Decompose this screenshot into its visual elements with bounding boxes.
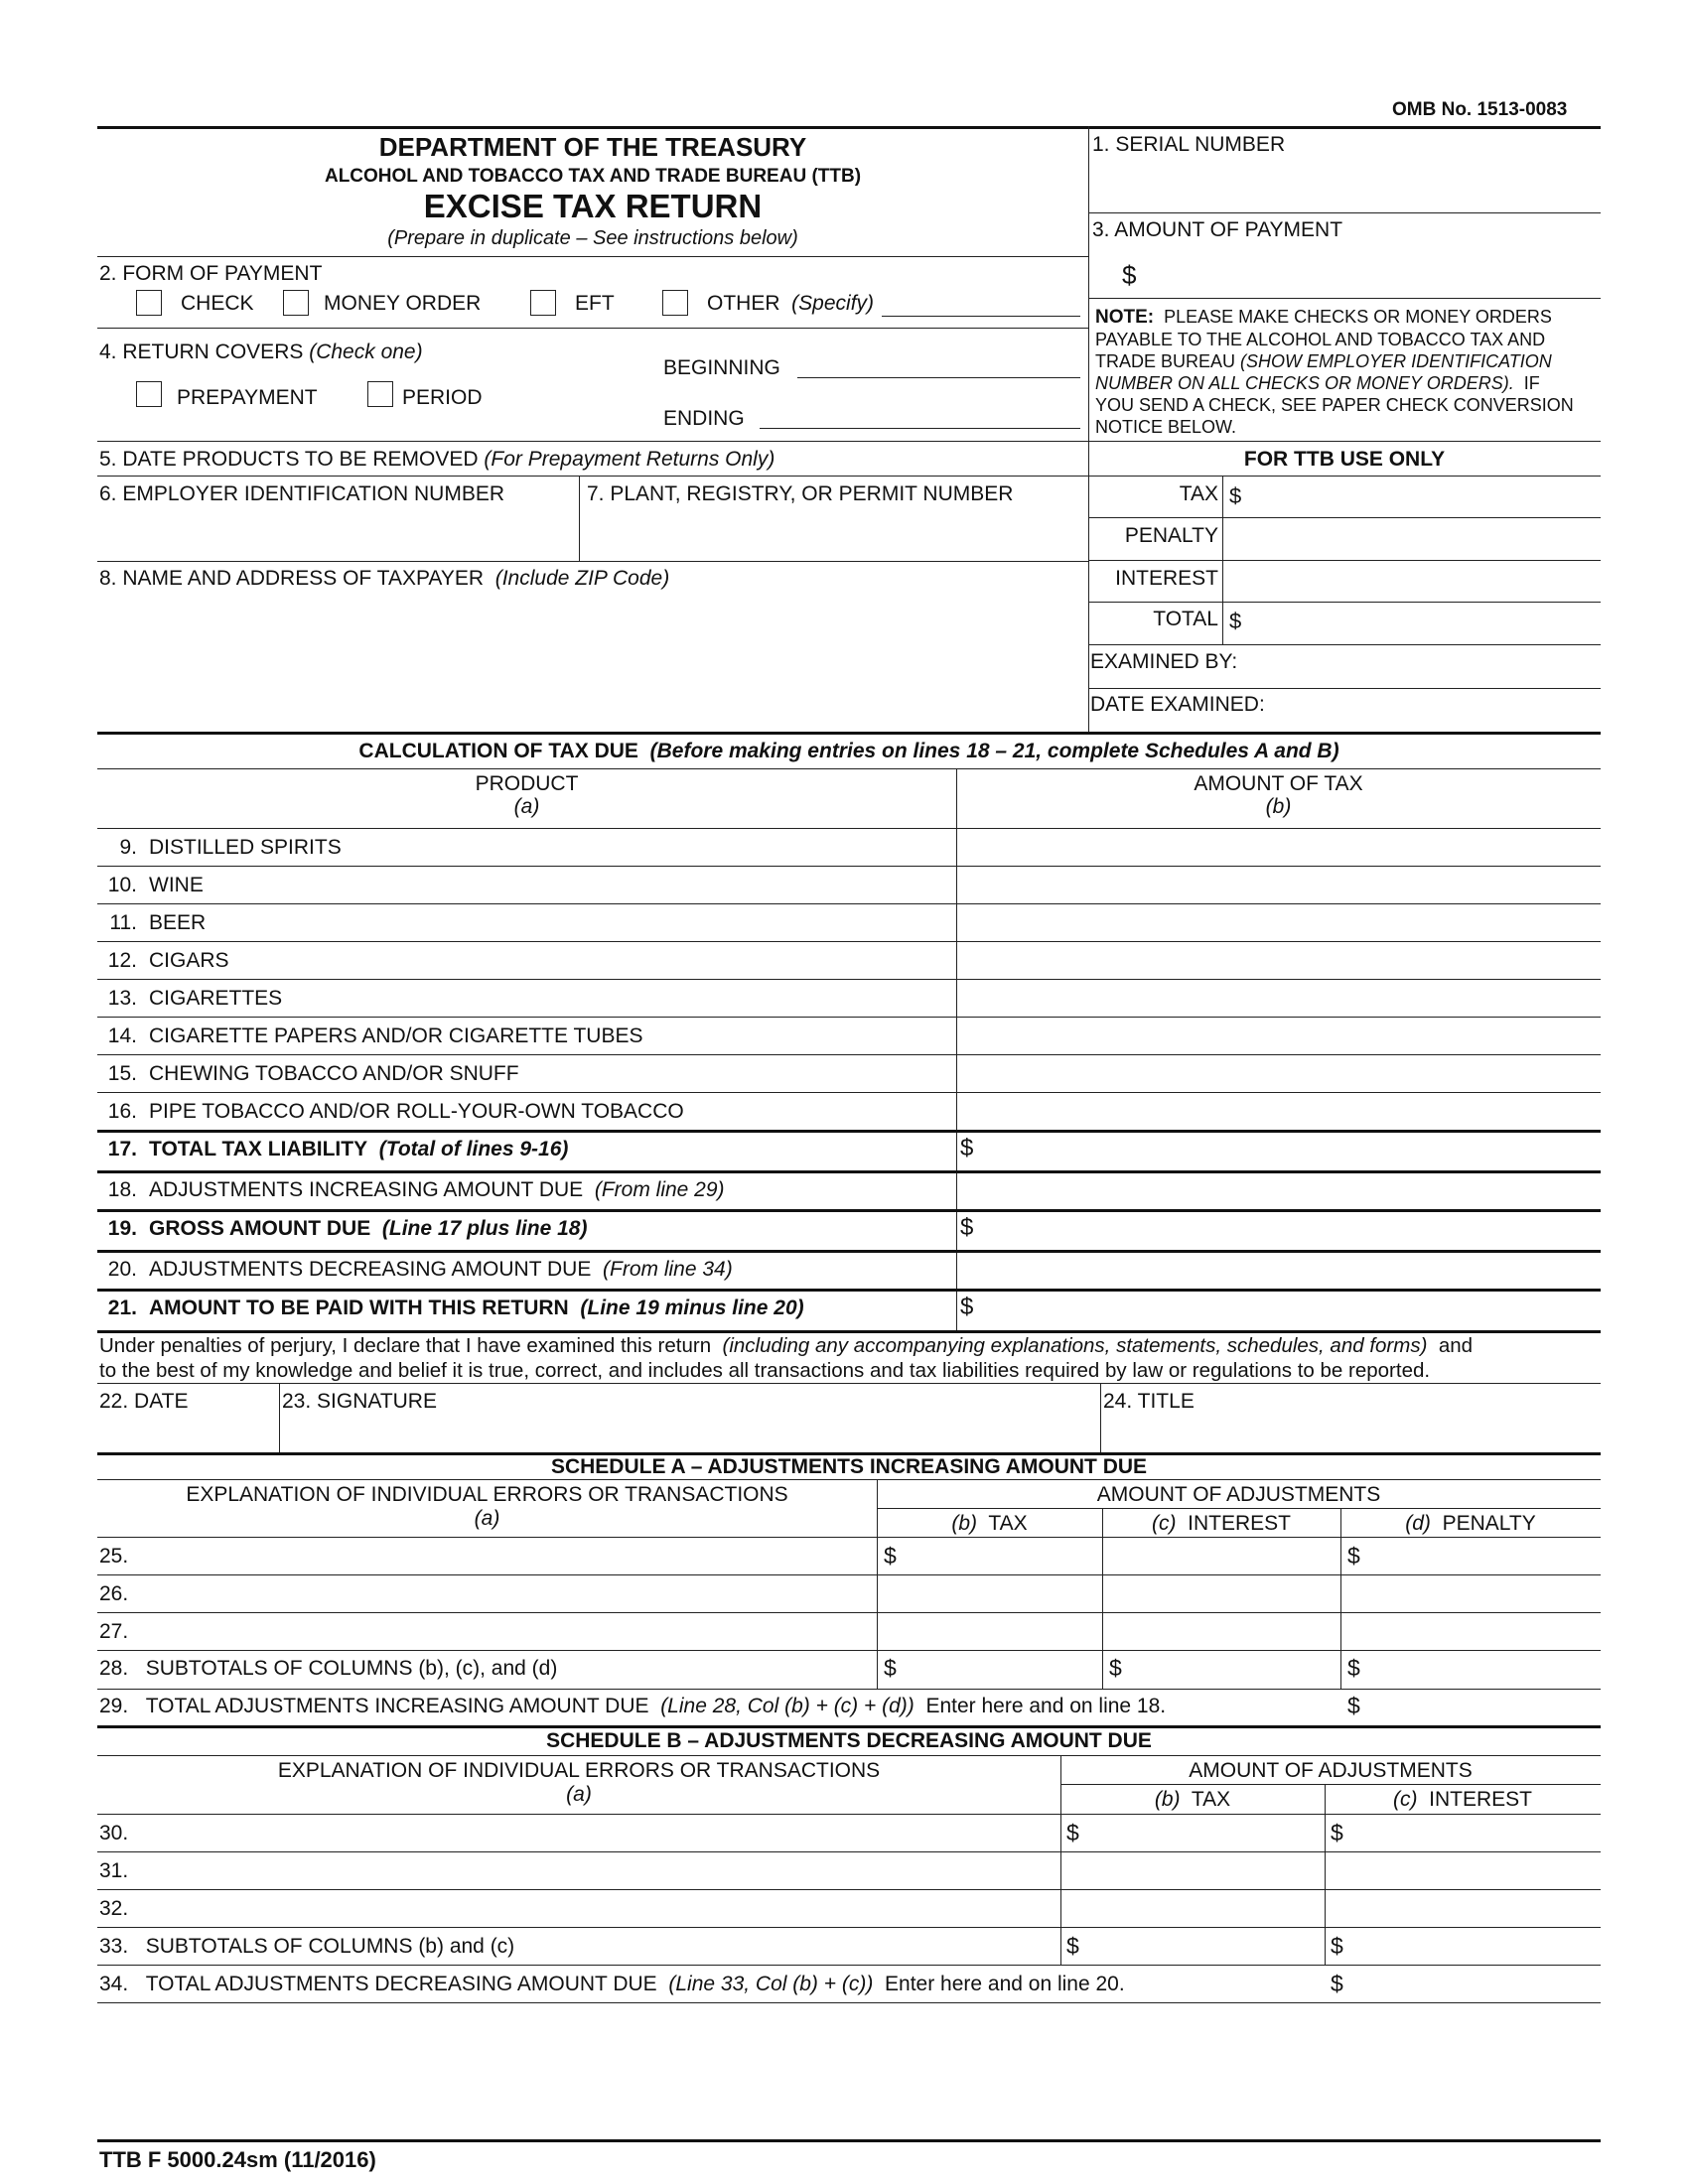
calc-row-num: 17. xyxy=(107,1138,137,1160)
calc-row-label: CIGARETTES xyxy=(149,987,283,1010)
schedule-b-col-expl: EXPLANATION OF INDIVIDUAL ERRORS OR TRANSACTIONS (a) xyxy=(277,1759,881,1806)
return-covers-label: 4. RETURN COVERS (Check one) xyxy=(99,341,423,363)
calc-row-divider xyxy=(97,1092,1601,1093)
calc-row-amount-field[interactable] xyxy=(959,869,1595,900)
schedule-a-r28-penalty-dollar: $ xyxy=(1347,1655,1360,1681)
calc-title: CALCULATION OF TAX DUE (Before making entries on lines 18 – 21, complete Schedules A and B) xyxy=(358,740,1339,762)
ttb-total-label: TOTAL xyxy=(1153,608,1218,630)
check-label: CHECK xyxy=(181,292,254,315)
schedule-b-col-interest: (c) INTEREST xyxy=(1392,1788,1532,1811)
schedule-a-title: SCHEDULE A – ADJUSTMENTS INCREASING AMOUNT DUE xyxy=(550,1455,1148,1478)
money-order-label: MONEY ORDER xyxy=(324,292,482,315)
period-label: PERIOD xyxy=(402,386,483,409)
calc-row-amount-field[interactable] xyxy=(959,1292,1595,1327)
calc-row-divider xyxy=(97,866,1601,867)
calc-row-amount-field[interactable] xyxy=(959,1020,1595,1051)
permit-label: 7. PLANT, REGISTRY, OR PERMIT NUMBER xyxy=(587,482,1014,505)
calc-row-num: 12. xyxy=(107,949,137,972)
calc-row-num: 19. xyxy=(107,1217,137,1240)
schedule-b-title: SCHEDULE B – ADJUSTMENTS DECREASING AMOUNT DUE xyxy=(546,1729,1152,1752)
calc-row-amount-field[interactable] xyxy=(959,1095,1595,1127)
date-removed-label: 5. DATE PRODUCTS TO BE REMOVED (For Prepayment Returns Only) xyxy=(99,448,775,471)
form-title: EXCISE TAX RETURN xyxy=(423,188,763,224)
schedule-a-col-tax: (b) TAX xyxy=(951,1512,1028,1535)
schedule-b-r30-interest-dollar: $ xyxy=(1331,1820,1343,1845)
calc-col-product: PRODUCT (a) xyxy=(475,772,579,818)
schedule-a-row-29: 29. TOTAL ADJUSTMENTS INCREASING AMOUNT DUE (Line 28, Col (b) + (c) + (d)) Enter here and on line 18. xyxy=(99,1695,1167,1717)
payment-note: NOTE: PLEASE MAKE CHECKS OR MONEY ORDERS PAYABLE TO THE ALCOHOL AND TOBACCO TAX AND TRADE BUREAU (SHOW EMPLOYER IDENTIFICATION NUMBER ON ALL CHECKS OR MONEY ORDERS). IF YOU SEND A CHECK, SEE PAPER CHECK CONVERSION NOTICE BELOW. xyxy=(1095,307,1574,437)
calc-row-num: 10. xyxy=(107,874,137,896)
calc-row-label: ADJUSTMENTS INCREASING AMOUNT DUE (From line 29) xyxy=(149,1178,725,1201)
schedule-a-col-expl: EXPLANATION OF INDIVIDUAL ERRORS OR TRANSACTIONS (a) xyxy=(186,1483,788,1530)
calc-row-label: WINE xyxy=(149,874,204,896)
calc-row-dollar: $ xyxy=(960,1294,974,1320)
calc-row-dollar: $ xyxy=(960,1135,974,1161)
ein-label: 6. EMPLOYER IDENTIFICATION NUMBER xyxy=(99,482,504,505)
form-subtitle: (Prepare in duplicate – See instructions below) xyxy=(387,227,798,249)
calc-row-amount-field[interactable] xyxy=(959,1173,1595,1206)
eft-label: EFT xyxy=(575,292,615,315)
perjury-line2: to the best of my knowledge and belief it is true, correct, and includes all transactions and tax liabilities required by law or regulations to be reported. xyxy=(99,1359,1431,1382)
calc-row-label: BEER xyxy=(149,911,207,934)
calc-row-divider xyxy=(97,1054,1601,1055)
omb-number: OMB No. 1513-0083 xyxy=(1392,99,1568,120)
money-order-checkbox[interactable] xyxy=(283,290,309,316)
calc-row-amount-field[interactable] xyxy=(959,831,1595,863)
beginning-field[interactable] xyxy=(797,377,1080,378)
calc-row-amount-field[interactable] xyxy=(959,906,1595,938)
calc-row-divider xyxy=(97,941,1601,942)
schedule-a-col-penalty: (d) PENALTY xyxy=(1405,1512,1536,1535)
schedule-a-r25-tax-dollar: $ xyxy=(884,1543,897,1569)
beginning-label: BEGINNING xyxy=(663,356,780,379)
calc-row-label: GROSS AMOUNT DUE (Line 17 plus line 18) xyxy=(149,1217,588,1240)
payment-amount-dollar: $ xyxy=(1122,260,1137,290)
calc-row-divider xyxy=(97,979,1601,980)
schedule-a-r28-tax-dollar: $ xyxy=(884,1655,897,1681)
calc-col-amount: AMOUNT OF TAX (b) xyxy=(1194,772,1363,818)
other-checkbox[interactable] xyxy=(662,290,688,316)
calc-row-divider xyxy=(97,903,1601,904)
payment-amount-label: 3. AMOUNT OF PAYMENT xyxy=(1092,218,1343,241)
calc-row-num: 18. xyxy=(107,1178,137,1201)
calc-row-amount-field[interactable] xyxy=(959,1212,1595,1247)
serial-number-label: 1. SERIAL NUMBER xyxy=(1092,133,1286,156)
perjury-line1: Under penalties of perjury, I declare that I have examined this return (including any accompanying explanations, statements, schedules, and forms) and xyxy=(99,1334,1474,1357)
ttb-tax-label: TAX xyxy=(1179,482,1218,505)
calc-row-amount-field[interactable] xyxy=(959,1133,1595,1167)
schedule-a-row-25-num: 25. xyxy=(99,1545,129,1568)
schedule-b-row-31-num: 31. xyxy=(99,1859,129,1882)
schedule-a-col-interest: (c) INTEREST xyxy=(1151,1512,1291,1535)
schedule-b-col-tax: (b) TAX xyxy=(1154,1788,1231,1811)
calc-row-amount-field[interactable] xyxy=(959,1253,1595,1286)
form-of-payment-label: 2. FORM OF PAYMENT xyxy=(99,262,323,285)
calc-row-label: CIGARS xyxy=(149,949,229,972)
schedule-b-row-34: 34. TOTAL ADJUSTMENTS DECREASING AMOUNT DUE (Line 33, Col (b) + (c)) Enter here and on line 20. xyxy=(99,1973,1125,1995)
signature-label: 23. SIGNATURE xyxy=(282,1390,437,1413)
ending-label: ENDING xyxy=(663,407,745,430)
schedule-a-r25-penalty-dollar: $ xyxy=(1347,1543,1360,1569)
calc-row-num: 11. xyxy=(109,911,137,934)
calc-row-num: 15. xyxy=(107,1062,137,1085)
calc-row-amount-field[interactable] xyxy=(959,982,1595,1014)
date-examined-label: DATE EXAMINED: xyxy=(1090,693,1265,716)
signature-field[interactable] xyxy=(288,1418,1092,1449)
date-label: 22. DATE xyxy=(99,1390,189,1413)
calc-row-num: 14. xyxy=(107,1024,137,1047)
prepayment-label: PREPAYMENT xyxy=(177,386,318,409)
form-id: TTB F 5000.24sm (11/2016) xyxy=(99,2147,376,2172)
dept-name: DEPARTMENT OF THE TREASURY xyxy=(378,132,807,162)
ttb-use-title: FOR TTB USE ONLY xyxy=(1243,448,1446,471)
calc-row-dollar: $ xyxy=(960,1214,974,1241)
calc-row-label: PIPE TOBACCO AND/OR ROLL-YOUR-OWN TOBACCO xyxy=(149,1100,684,1123)
calc-row-label: CIGARETTE PAPERS AND/OR CIGARETTE TUBES xyxy=(149,1024,643,1047)
schedule-a-row-28: 28. SUBTOTALS OF COLUMNS (b), (c), and (d) xyxy=(99,1657,558,1680)
title-label: 24. TITLE xyxy=(1103,1390,1195,1413)
schedule-b-col-amounts: AMOUNT OF ADJUSTMENTS xyxy=(1189,1759,1473,1782)
prepayment-checkbox[interactable] xyxy=(136,381,162,407)
schedule-b-r33-tax-dollar: $ xyxy=(1066,1933,1079,1959)
ttb-tax-dollar: $ xyxy=(1229,483,1242,508)
schedule-b-r33-interest-dollar: $ xyxy=(1331,1933,1343,1959)
calc-row-label: TOTAL TAX LIABILITY (Total of lines 9-16) xyxy=(149,1138,569,1160)
calc-row-label: CHEWING TOBACCO AND/OR SNUFF xyxy=(149,1062,519,1085)
ein-field[interactable] xyxy=(99,508,576,558)
bureau-name: ALCOHOL AND TOBACCO TAX AND TRADE BUREAU (TTB) xyxy=(324,166,862,187)
examined-by-label: EXAMINED BY: xyxy=(1090,650,1238,673)
schedule-b-row-32-num: 32. xyxy=(99,1897,129,1920)
ttb-interest-label: INTEREST xyxy=(1115,567,1218,590)
calc-row-num: 9. xyxy=(119,836,137,859)
schedule-b-r30-tax-dollar: $ xyxy=(1066,1820,1079,1845)
schedule-a-row-26-num: 26. xyxy=(99,1582,129,1605)
other-label: OTHER (Specify) xyxy=(707,292,875,315)
calc-row-label: ADJUSTMENTS DECREASING AMOUNT DUE (From line 34) xyxy=(149,1258,733,1281)
schedule-b-r34-dollar: $ xyxy=(1331,1971,1343,1996)
calc-row-amount-field[interactable] xyxy=(959,1057,1595,1089)
serial-number-field[interactable] xyxy=(1092,159,1599,208)
period-checkbox[interactable] xyxy=(367,381,393,407)
schedule-a-r29-dollar: $ xyxy=(1347,1693,1360,1718)
schedule-a-col-amounts: AMOUNT OF ADJUSTMENTS xyxy=(1096,1483,1381,1506)
schedule-b-row-30-num: 30. xyxy=(99,1822,129,1844)
permit-field[interactable] xyxy=(587,508,1083,558)
calc-row-num: 20. xyxy=(107,1258,137,1281)
ttb-penalty-label: PENALTY xyxy=(1124,524,1218,547)
schedule-a-row-27-num: 27. xyxy=(99,1620,129,1643)
calc-row-amount-field[interactable] xyxy=(959,944,1595,976)
taxpayer-field[interactable] xyxy=(99,596,1082,725)
payment-amount-field[interactable] xyxy=(1152,256,1589,292)
eft-checkbox[interactable] xyxy=(530,290,556,316)
calc-row-label: AMOUNT TO BE PAID WITH THIS RETURN (Line 19 minus line 20) xyxy=(149,1297,804,1319)
calc-row-divider xyxy=(97,1330,1601,1333)
calc-row-num: 21. xyxy=(107,1297,137,1319)
calc-row-label: DISTILLED SPIRITS xyxy=(149,836,342,859)
other-specify-field[interactable] xyxy=(882,316,1080,317)
calc-row-num: 13. xyxy=(107,987,137,1010)
calc-row-num: 16. xyxy=(107,1100,137,1123)
calc-row-divider xyxy=(97,1017,1601,1018)
schedule-b-row-33: 33. SUBTOTALS OF COLUMNS (b) and (c) xyxy=(99,1935,515,1958)
taxpayer-label: 8. NAME AND ADDRESS OF TAXPAYER (Include ZIP Code) xyxy=(99,567,670,590)
check-checkbox[interactable] xyxy=(136,290,162,316)
ending-field[interactable] xyxy=(760,428,1080,429)
ttb-total-dollar: $ xyxy=(1229,609,1242,633)
schedule-a-r28-interest-dollar: $ xyxy=(1109,1655,1122,1681)
